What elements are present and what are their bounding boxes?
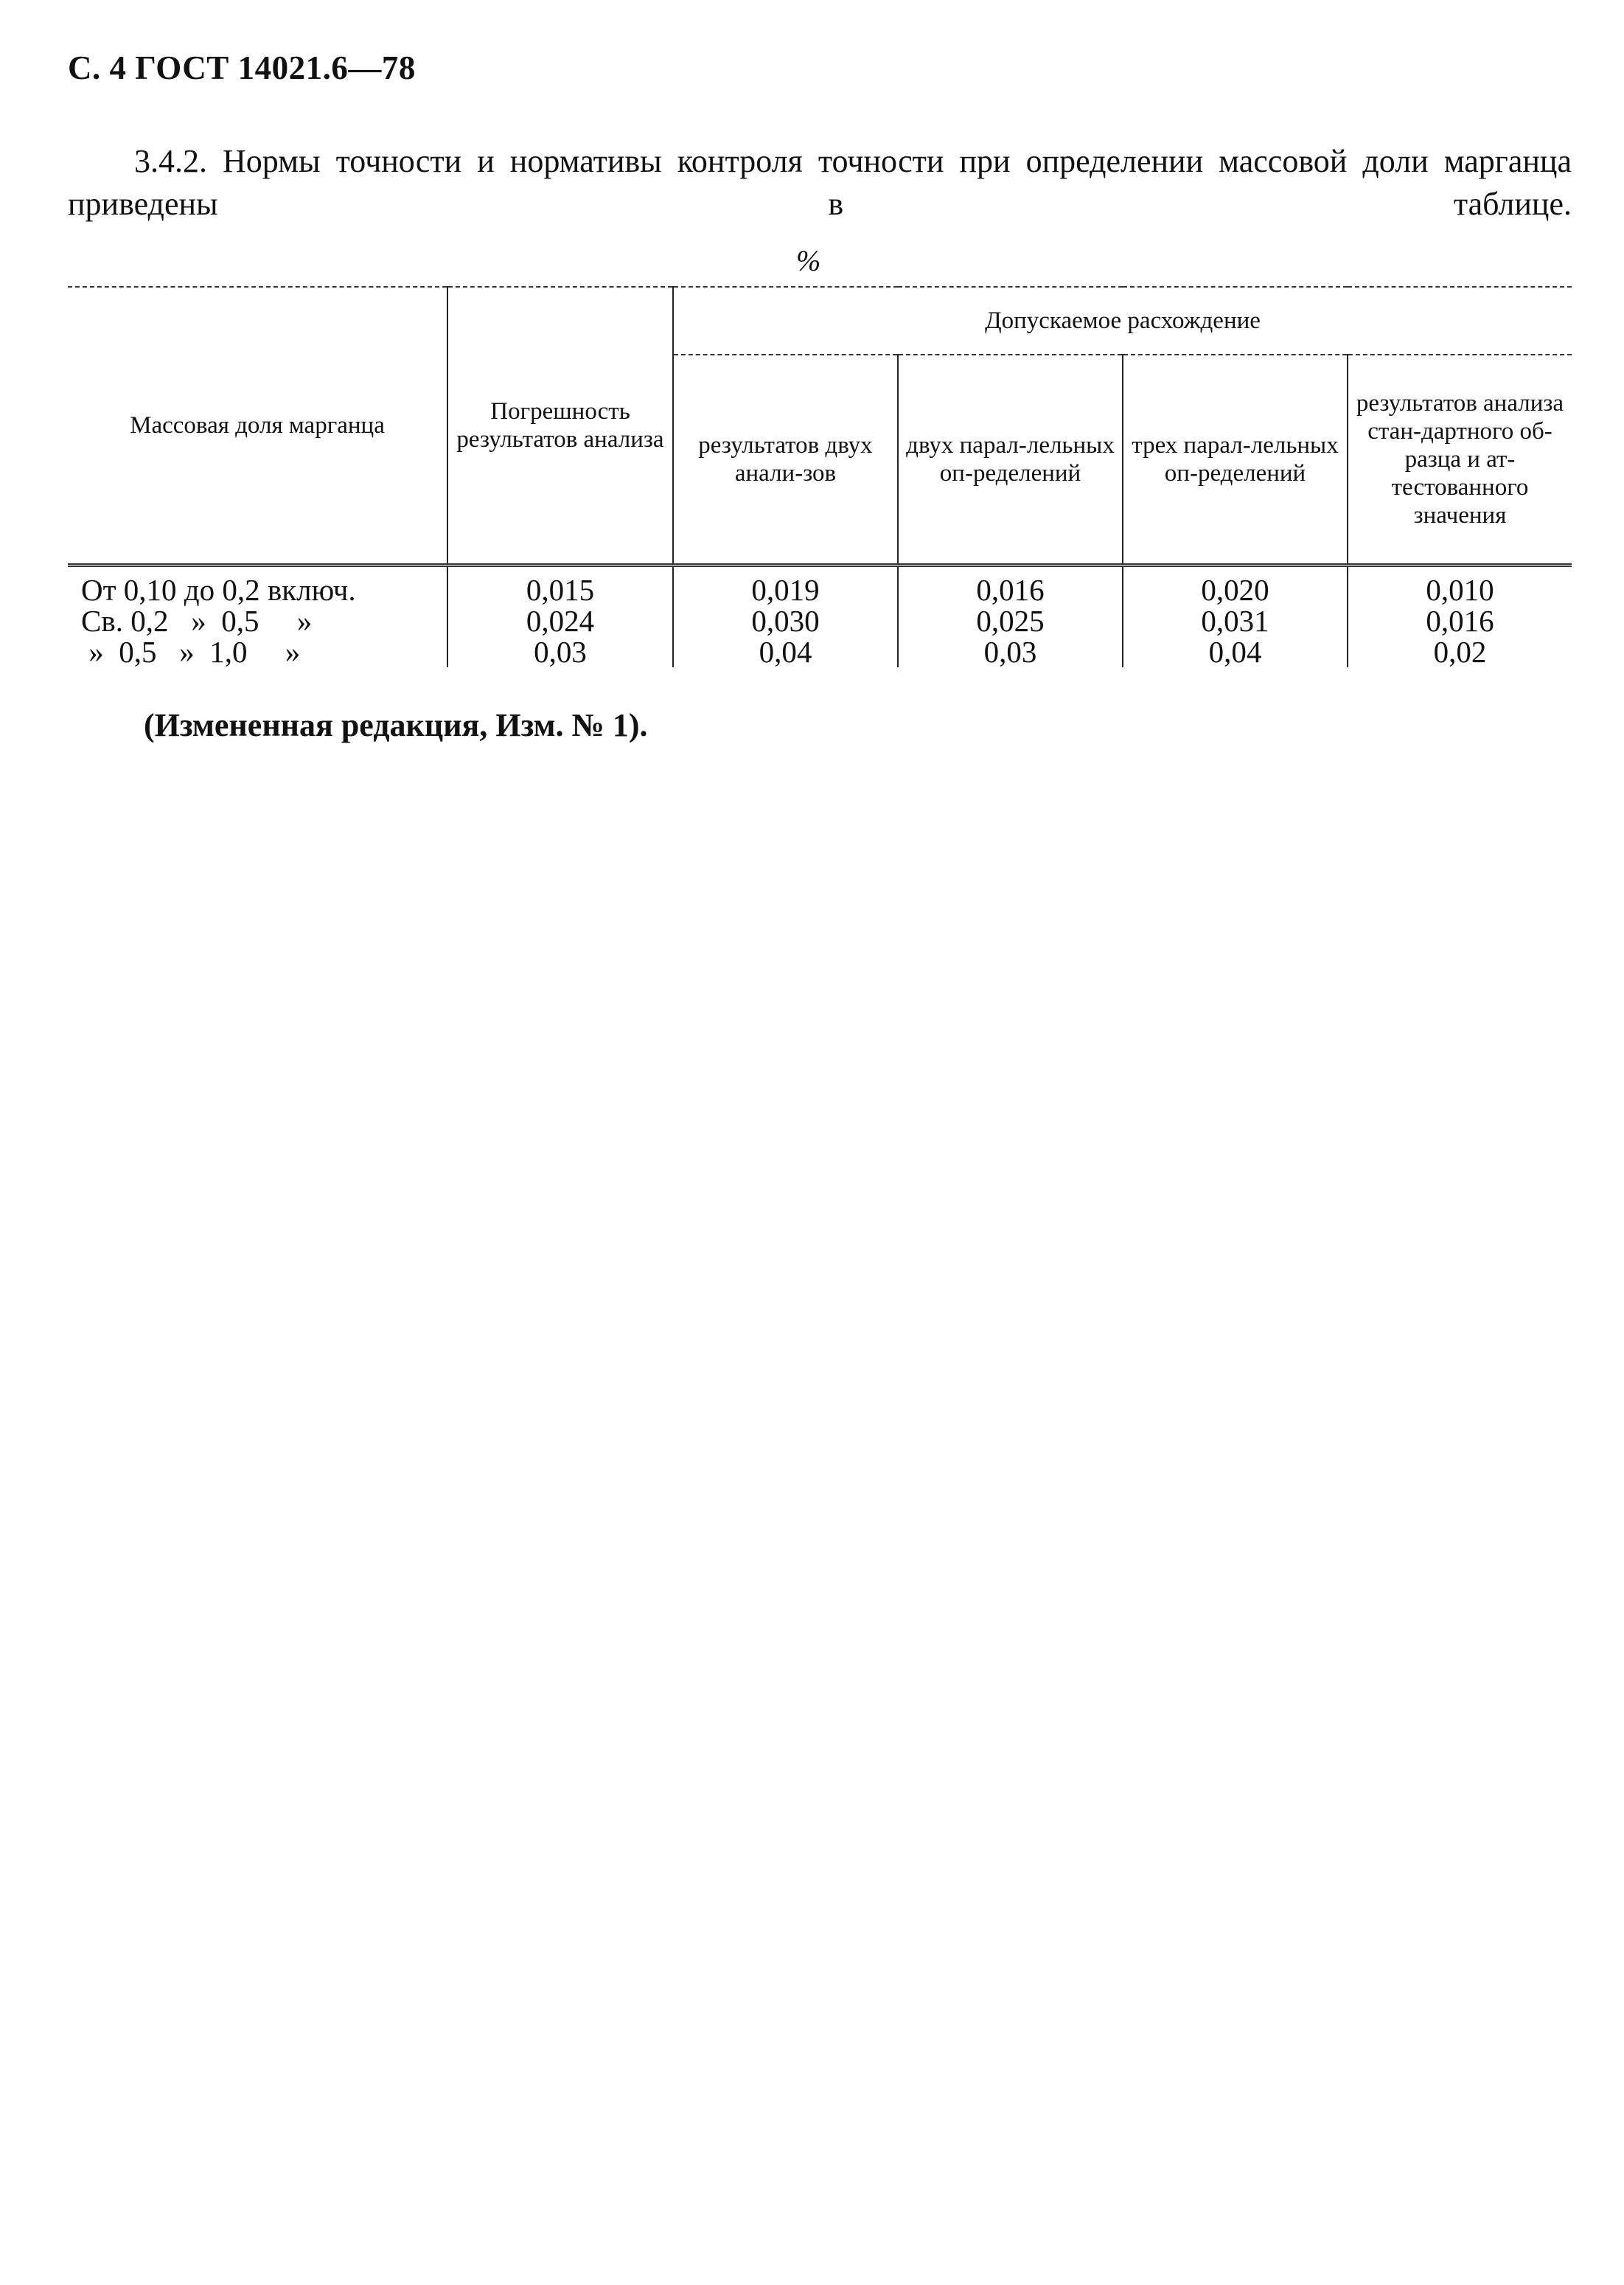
header-three-parallel: трех парал-лельных оп-ределений xyxy=(1123,355,1348,566)
cell-error: 0,024 xyxy=(447,605,673,636)
header-two-analyses: результатов двух анали-зов xyxy=(673,355,898,566)
page-header: С. 4 ГОСТ 14021.6—78 xyxy=(68,49,416,86)
table-row xyxy=(68,636,1572,667)
cell-standard-sample: 0,010 xyxy=(1348,566,1572,606)
table-row xyxy=(68,566,1572,606)
cell-standard-sample: 0,02 xyxy=(1348,636,1572,667)
cell-two-parallel: 0,03 xyxy=(898,636,1123,667)
intro-text: 3.4.2. Нормы точности и нормативы контроля точности при определении массовой доли марганца приведены в таблице. xyxy=(68,143,1572,222)
cell-three-parallel: 0,031 xyxy=(1123,605,1348,636)
table-row xyxy=(68,605,1572,636)
cell-range: » 0,5 » 1,0 » xyxy=(81,635,301,669)
header-standard-sample: результатов анализа стан-дартного об-разца и ат-тестованного значения xyxy=(1348,355,1572,566)
cell-two-parallel: 0,016 xyxy=(898,566,1123,606)
cell-two-analyses: 0,019 xyxy=(673,566,898,606)
header-error: Погрешность результатов анализа xyxy=(447,287,673,566)
cell-standard-sample: 0,016 xyxy=(1348,605,1572,636)
table-unit: % xyxy=(796,244,821,277)
amendment-note: (Измененная редакция, Изм. № 1). xyxy=(144,707,648,743)
cell-range: От 0,10 до 0,2 включ. xyxy=(81,573,356,607)
accuracy-norms-table xyxy=(68,286,1572,667)
header-allowed-discrepancy: Допускаемое расхождение xyxy=(673,287,1572,355)
cell-error: 0,015 xyxy=(447,566,673,606)
cell-two-analyses: 0,04 xyxy=(673,636,898,667)
cell-two-parallel: 0,025 xyxy=(898,605,1123,636)
cell-two-analyses: 0,030 xyxy=(673,605,898,636)
header-two-parallel: двух парал-лельных оп-ределений xyxy=(898,355,1123,566)
cell-three-parallel: 0,020 xyxy=(1123,566,1348,606)
header-mass-fraction: Массовая доля марганца xyxy=(68,287,447,566)
cell-range: Св. 0,2 » 0,5 » xyxy=(81,604,313,638)
cell-three-parallel: 0,04 xyxy=(1123,636,1348,667)
cell-error: 0,03 xyxy=(447,636,673,667)
